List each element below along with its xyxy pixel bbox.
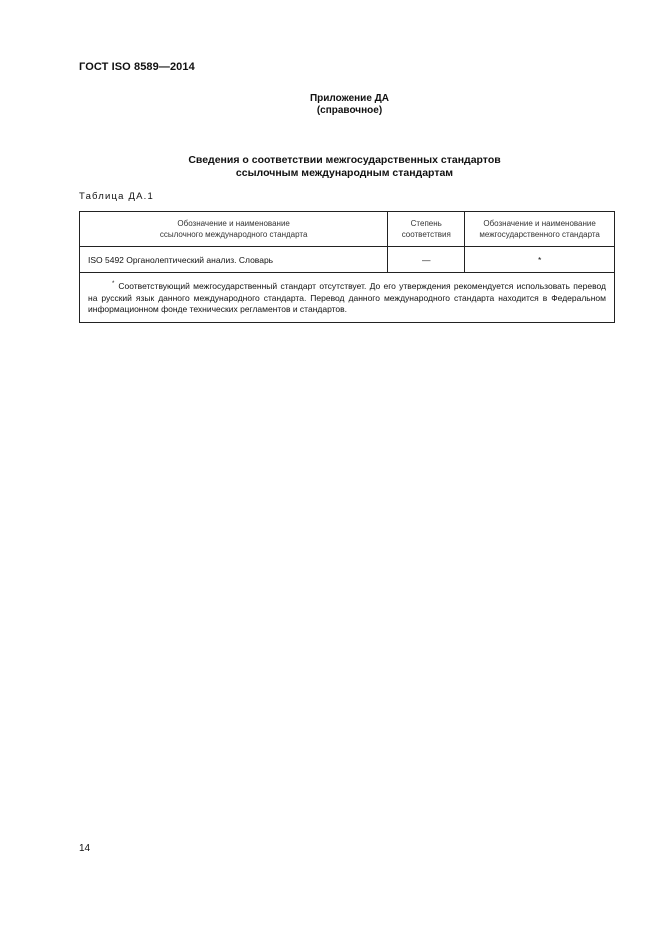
cell-reference-standard: ISO 5492 Органолептический анализ. Словарь bbox=[80, 247, 388, 273]
section-title-line-2: ссылочным международным стандартам bbox=[235, 167, 454, 179]
column-header-line: ссылочного международного стандарта bbox=[159, 230, 308, 239]
table-header-row bbox=[80, 212, 615, 247]
table-label: Таблица ДА.1 bbox=[79, 191, 154, 202]
column-header-line: Обозначение и наименование bbox=[483, 219, 596, 228]
page-number: 14 bbox=[79, 843, 91, 854]
column-header-line: соответствия bbox=[401, 230, 451, 239]
footnote-marker: * bbox=[112, 281, 115, 287]
column-header-reference-standard bbox=[80, 212, 388, 247]
section-title bbox=[0, 154, 661, 180]
column-header-line: Степень bbox=[410, 219, 442, 228]
cell-degree: — bbox=[388, 247, 465, 273]
appendix-title: Приложение ДА bbox=[309, 93, 390, 104]
table-footnote bbox=[80, 273, 615, 323]
appendix-heading bbox=[0, 93, 661, 117]
footnote-text: Соответствующий межгосударственный стандарт отсутствует. До его утверждения рекомендуется использовать перевод на русский язык данного международного стандарта. Перевод данного международного стандарта находится в Федеральном информационном фонде технических регламентов и стандартов. bbox=[88, 281, 606, 314]
column-header-degree bbox=[388, 212, 465, 247]
appendix-subtitle: (справочное) bbox=[316, 105, 383, 116]
cell-interstate-standard: * bbox=[465, 247, 615, 273]
column-header-line: Обозначение и наименование bbox=[177, 219, 290, 228]
document-code: ГОСТ ISO 8589—2014 bbox=[79, 61, 195, 73]
section-title-line-1: Сведения о соответствии межгосударственных стандартов bbox=[188, 154, 501, 166]
correspondence-table bbox=[79, 211, 615, 323]
column-header-line: межгосударственного стандарта bbox=[479, 230, 600, 239]
column-header-interstate-standard bbox=[465, 212, 615, 247]
table-row bbox=[80, 247, 615, 273]
table-footnote-row bbox=[80, 273, 615, 323]
